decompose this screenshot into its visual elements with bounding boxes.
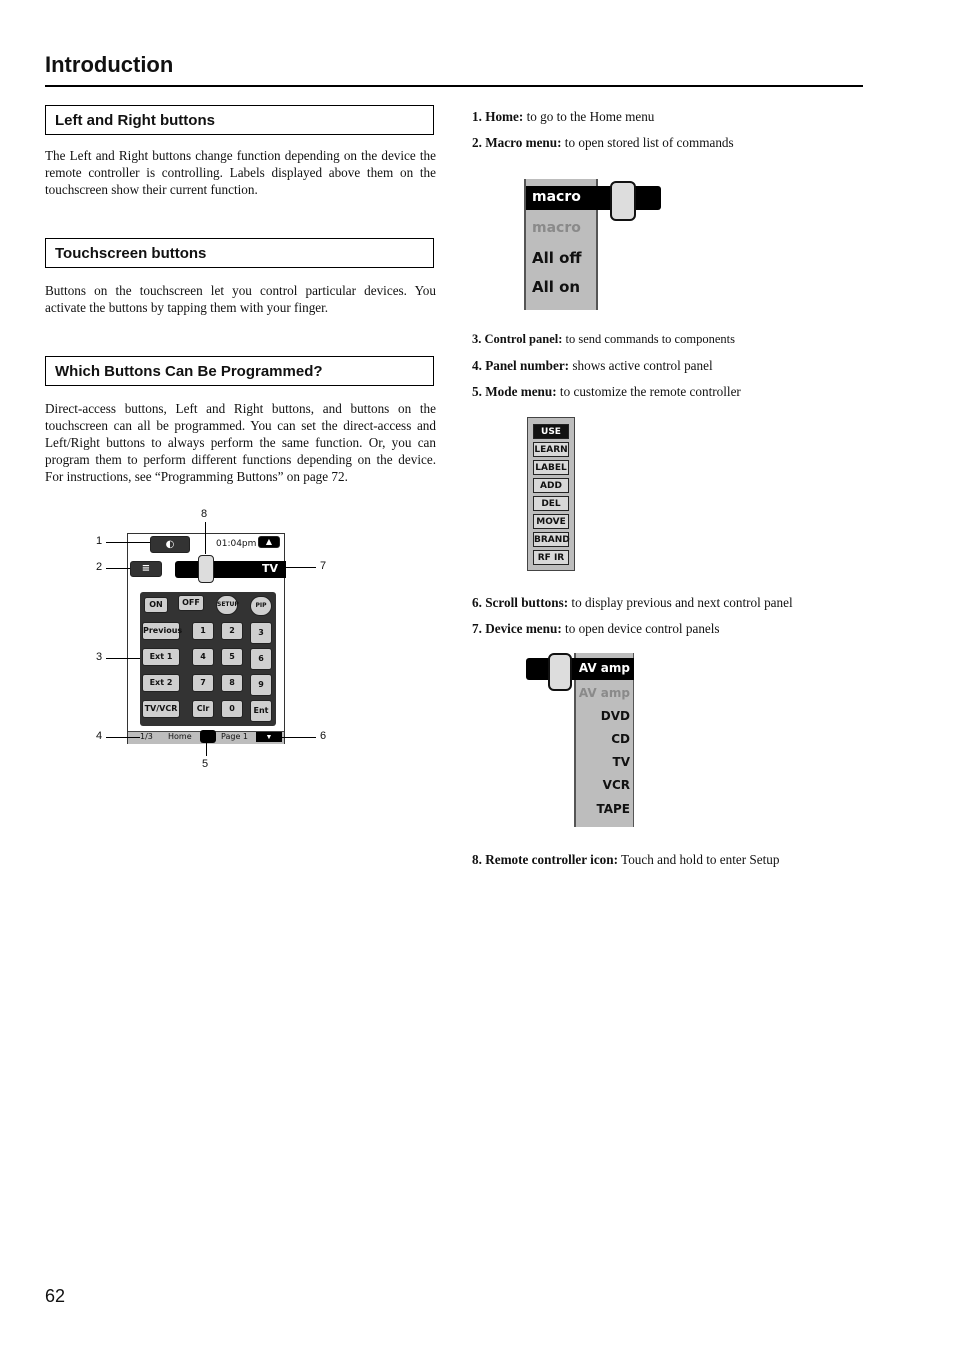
callout-line-8 (205, 522, 206, 554)
callout-line-7 (284, 567, 316, 568)
ext2-button: Ext 2 (142, 674, 180, 692)
key-9: 9 (250, 674, 272, 696)
callout-line-5 (206, 740, 207, 756)
device-entry-tape: TAPE (596, 802, 630, 816)
tvvcr-button: TV/VCR (142, 700, 180, 718)
panel-number: 1/3 (140, 732, 153, 741)
device-entry-dvd: DVD (600, 709, 630, 723)
section-heading-programmable: Which Buttons Can Be Programmed? (45, 356, 434, 386)
device-menu-illustration (524, 653, 636, 827)
mode-use: USE (533, 424, 569, 439)
home-button (150, 536, 190, 553)
callout-line-4 (106, 737, 140, 738)
off-button: OFF (178, 595, 204, 611)
callout-8: 8 (201, 508, 208, 520)
device-entry-selected: AV amp (578, 661, 630, 675)
remote-screen (127, 533, 285, 744)
mode-add: ADD (533, 478, 569, 493)
key-2: 2 (221, 622, 243, 640)
macro-menu-icon: ≡ (130, 561, 162, 577)
macro-entry-all-on: All on (532, 278, 581, 296)
previous-button: Previous (142, 622, 180, 640)
key-7: 7 (192, 674, 214, 692)
item-control-panel: 3. Control panel: to send commands to components (472, 332, 735, 346)
callout-1: 1 (96, 535, 103, 547)
mode-move: MOVE (533, 514, 569, 529)
clock-text: 01:04pm (216, 539, 257, 549)
device-entry-cd: CD (611, 732, 630, 746)
section-body-left-right: The Left and Right buttons change function depending on the device the remote controller is controlling. Labels displayed above them on the touchscreen show their current function. (45, 148, 436, 197)
page-number: 62 (45, 1286, 66, 1306)
remote-controller-icon (610, 181, 636, 221)
mode-learn: LEARN (533, 442, 569, 457)
pip-button: PIP (250, 596, 272, 616)
remote-controller-icon (548, 653, 572, 691)
macro-entry-selected: macro (532, 189, 581, 205)
item-macro-menu: 2. Macro menu: to open stored list of commands (472, 135, 734, 150)
callout-5: 5 (202, 758, 209, 770)
page-label: Page 1 (221, 732, 248, 741)
device-label: TV (262, 562, 279, 575)
clear-button: Clr (192, 700, 214, 718)
callout-2: 2 (96, 561, 103, 573)
enter-button: Ent (250, 700, 272, 722)
title-rule (45, 85, 863, 87)
callout-4: 4 (96, 730, 103, 742)
mode-brand: BRAND (533, 532, 569, 547)
home-label: Home (168, 732, 192, 741)
scroll-down-button: ▼ (256, 732, 282, 742)
key-0: 0 (221, 700, 243, 718)
macro-menu-illustration (524, 173, 661, 310)
device-entry-tv: TV (612, 755, 630, 769)
key-3: 3 (250, 622, 272, 644)
macro-entry-all-off: All off (532, 249, 582, 267)
callout-line-1 (106, 542, 150, 543)
mode-menu-icon (200, 730, 216, 743)
callout-3: 3 (96, 651, 103, 663)
device-entry-dimmed: AV amp (578, 686, 630, 700)
callout-7: 7 (320, 560, 327, 572)
section-heading-touchscreen: Touchscreen buttons (45, 238, 434, 268)
item-device-menu: 7. Device menu: to open device control panels (472, 621, 720, 636)
key-4: 4 (192, 648, 214, 666)
home-icon: ◐ (165, 539, 175, 550)
key-5: 5 (221, 648, 243, 666)
device-entry-vcr: VCR (602, 778, 630, 792)
callout-line-3 (106, 658, 140, 659)
key-8: 8 (221, 674, 243, 692)
macro-entry-dimmed: macro (532, 220, 581, 236)
section-body-programmable: Direct-access buttons, Left and Right buttons, and buttons on the touchscreen can all be programmed. You can set the direct-access and Left/Right buttons to always perform the same function. Or, you can program them to perform different functions depending on the device. For instructions, see “Programming Buttons” on page 72. (45, 401, 436, 484)
callout-line-6 (282, 737, 316, 738)
page-title: Introduction (45, 52, 174, 77)
item-home: 1. Home: to go to the Home menu (472, 109, 655, 124)
item-mode-menu: 5. Mode menu: to customize the remote controller (472, 384, 741, 399)
mode-label: LABEL (533, 460, 569, 475)
section-body-touchscreen: Buttons on the touchscreen let you control particular devices. You activate the buttons by tapping them with your finger. (45, 283, 436, 315)
mode-menu-illustration (527, 417, 575, 571)
item-remote-icon: 8. Remote controller icon: Touch and hold to enter Setup (472, 852, 780, 867)
item-panel-number: 4. Panel number: shows active control panel (472, 358, 713, 373)
mode-rf-ir: RF IR (533, 550, 569, 565)
scroll-up-button: ▲ (258, 536, 280, 548)
callout-6: 6 (320, 730, 327, 742)
item-scroll-buttons: 6. Scroll buttons: to display previous and next control panel (472, 595, 793, 610)
remote-controller-icon (198, 555, 214, 583)
section-heading-left-right: Left and Right buttons (45, 105, 434, 135)
mode-del: DEL (533, 496, 569, 511)
setup-button: SETUP (216, 595, 238, 615)
callout-line-2 (106, 568, 130, 569)
on-button: ON (144, 597, 168, 613)
key-6: 6 (250, 648, 272, 670)
key-1: 1 (192, 622, 214, 640)
ext1-button: Ext 1 (142, 648, 180, 666)
